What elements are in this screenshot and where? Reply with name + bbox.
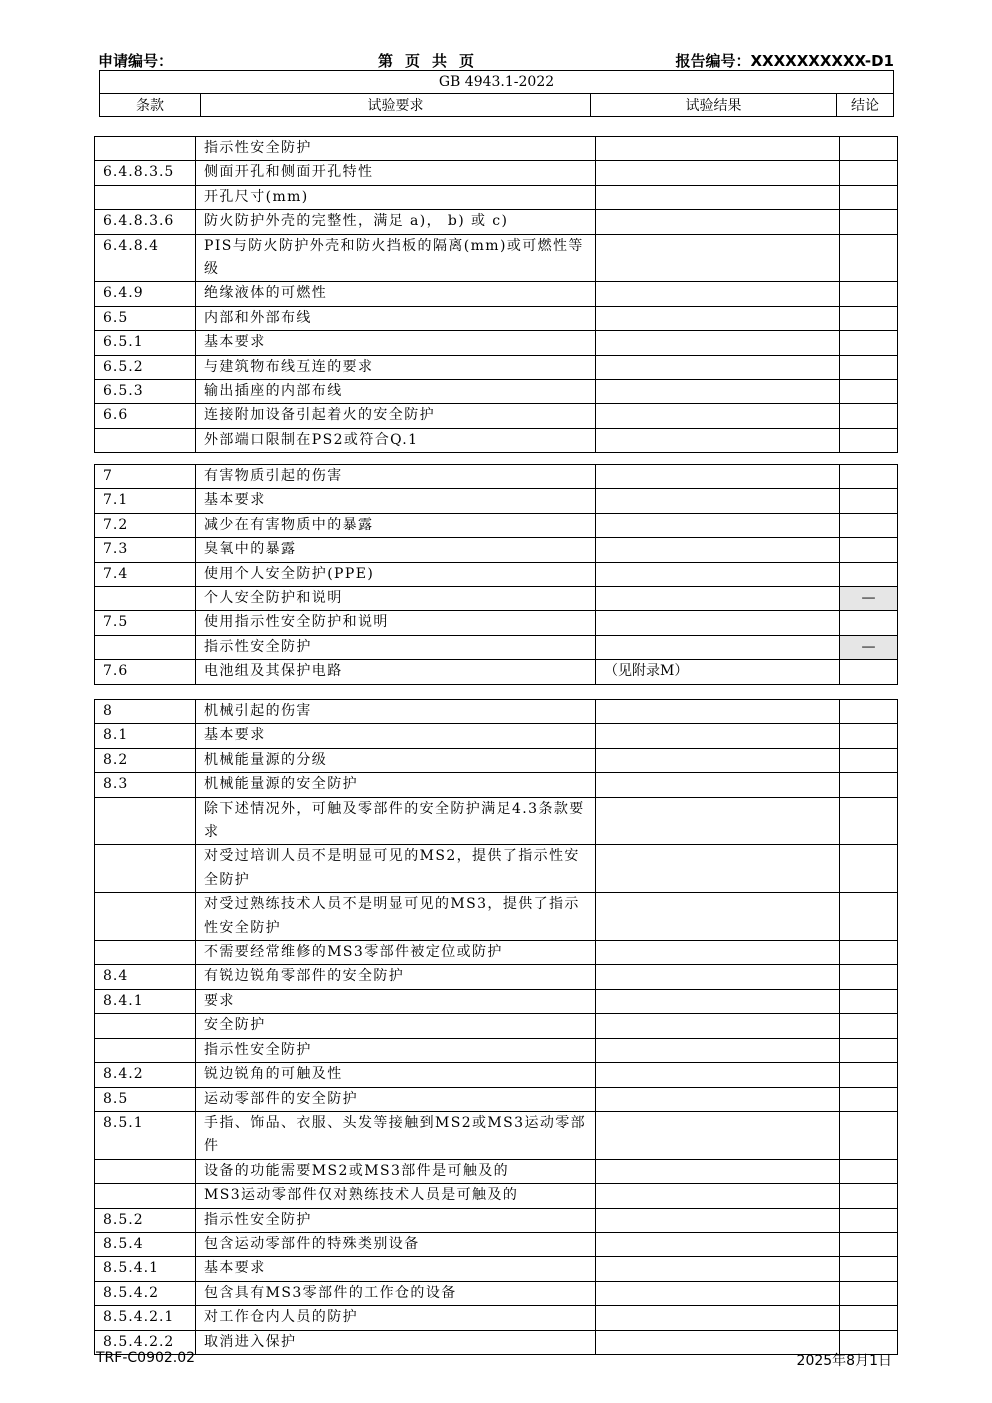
requirement-cell: 基本要求 [196, 489, 596, 513]
application-number-label: 申请编号： [98, 52, 174, 70]
verdict-cell [840, 941, 898, 965]
clause-cell: 7.6 [95, 660, 196, 684]
requirement-cell: 指示性安全防护 [196, 137, 596, 161]
verdict-cell [840, 1111, 898, 1159]
requirement-cell: 连接附加设备引起着火的安全防护 [196, 404, 596, 428]
table-row [95, 611, 898, 635]
requirement-cell: 个人安全防护和说明 [196, 587, 596, 611]
requirement-cell: 外部端口限制在PS2或符合Q.1 [196, 428, 596, 452]
requirement-cell: 使用个人安全防护(PPE) [196, 562, 596, 586]
page-info: 第页共页 [378, 52, 487, 70]
clause-cell: 7 [95, 465, 196, 489]
verdict-cell [840, 748, 898, 772]
verdict-cell [840, 1281, 898, 1305]
result-cell [596, 611, 840, 635]
clause-table-section-7 [94, 464, 898, 685]
requirement-cell: 与建筑物布线互连的要求 [196, 355, 596, 379]
table-row [95, 538, 898, 562]
result-cell [596, 465, 840, 489]
requirement-cell: 有锐边锐角零部件的安全防护 [196, 965, 596, 989]
result-cell [596, 748, 840, 772]
verdict-cell [840, 845, 898, 893]
requirement-cell: 对受过培训人员不是明显可见的MS2，提供了指示性安全防护 [196, 845, 596, 893]
clause-cell: 7.3 [95, 538, 196, 562]
table-row [95, 1208, 898, 1232]
result-cell [596, 234, 840, 282]
verdict-cell [840, 1306, 898, 1330]
verdict-cell [840, 210, 898, 234]
result-cell: （见附录M） [596, 660, 840, 684]
table-row [95, 965, 898, 989]
table-row [95, 748, 898, 772]
clause-cell [95, 1159, 196, 1183]
requirement-cell: 臭氧中的暴露 [196, 538, 596, 562]
clause-cell: 8.5.1 [95, 1111, 196, 1159]
clause-cell: 8 [95, 700, 196, 724]
requirement-cell: 基本要求 [196, 1257, 596, 1281]
column-header-clause: 条款 [100, 94, 201, 117]
table-row [95, 660, 898, 684]
clause-cell [95, 893, 196, 941]
result-cell [596, 380, 840, 404]
result-cell [596, 1208, 840, 1232]
verdict-cell [840, 404, 898, 428]
result-cell [596, 161, 840, 185]
clause-cell [95, 797, 196, 845]
table-row [95, 1014, 898, 1038]
form-code: TRF-C0902.02 [96, 1350, 196, 1366]
result-cell [596, 1111, 840, 1159]
requirement-cell: 有害物质引起的伤害 [196, 465, 596, 489]
clause-cell: 7.4 [95, 562, 196, 586]
result-cell [596, 489, 840, 513]
clause-cell: 7.5 [95, 611, 196, 635]
table-row [95, 700, 898, 724]
verdict-cell [840, 428, 898, 452]
result-cell [596, 797, 840, 845]
result-cell [596, 562, 840, 586]
requirement-cell: 包含运动零部件的特殊类别设备 [196, 1232, 596, 1256]
clause-cell [95, 185, 196, 209]
verdict-cell [840, 1232, 898, 1256]
requirement-cell: 手指、饰品、衣服、头发等接触到MS2或MS3运动零部件 [196, 1111, 596, 1159]
requirement-cell: 绝缘液体的可燃性 [196, 282, 596, 306]
table-row [95, 234, 898, 282]
clause-cell: 6.5 [95, 306, 196, 330]
result-cell [596, 1184, 840, 1208]
verdict-cell [840, 489, 898, 513]
result-cell [596, 1014, 840, 1038]
result-cell [596, 845, 840, 893]
clause-cell: 7.1 [95, 489, 196, 513]
clause-cell: 6.5.3 [95, 380, 196, 404]
table-row [95, 404, 898, 428]
clause-cell [95, 587, 196, 611]
result-cell [596, 941, 840, 965]
result-cell [596, 1063, 840, 1087]
table-row [95, 1087, 898, 1111]
clause-cell: 6.5.1 [95, 331, 196, 355]
requirement-cell: 机械能量源的分级 [196, 748, 596, 772]
requirement-cell: 减少在有害物质中的暴露 [196, 513, 596, 537]
requirement-cell: 对受过熟练技术人员不是明显可见的MS3，提供了指示性安全防护 [196, 893, 596, 941]
table-row [95, 137, 898, 161]
page-header [98, 48, 894, 70]
table-row [95, 562, 898, 586]
requirement-cell: 设备的功能需要MS2或MS3部件是可触及的 [196, 1159, 596, 1183]
verdict-cell [840, 989, 898, 1013]
verdict-cell [840, 797, 898, 845]
result-cell [596, 1087, 840, 1111]
verdict-cell [840, 355, 898, 379]
verdict-cell [840, 1257, 898, 1281]
result-cell [596, 989, 840, 1013]
requirement-cell: 机械能量源的安全防护 [196, 773, 596, 797]
table-row [95, 282, 898, 306]
table-row [95, 1159, 898, 1183]
clause-cell: 8.5.4.2.1 [95, 1306, 196, 1330]
clause-cell: 6.4.9 [95, 282, 196, 306]
table-row [95, 773, 898, 797]
verdict-cell [840, 306, 898, 330]
table-row [95, 1063, 898, 1087]
clause-cell: 6.4.8.4 [95, 234, 196, 282]
result-cell [596, 185, 840, 209]
result-cell [596, 1257, 840, 1281]
requirement-cell: 输出插座的内部布线 [196, 380, 596, 404]
verdict-cell [840, 1208, 898, 1232]
standard-title: GB 4943.1-2022 [100, 71, 894, 94]
table-row [95, 161, 898, 185]
verdict-cell: — [840, 635, 898, 659]
result-cell [596, 893, 840, 941]
clause-cell [95, 941, 196, 965]
requirement-cell: 除下述情况外，可触及零部件的安全防护满足4.3条款要求 [196, 797, 596, 845]
verdict-cell [840, 660, 898, 684]
clause-cell: 6.4.8.3.6 [95, 210, 196, 234]
verdict-cell [840, 562, 898, 586]
table-row [95, 306, 898, 330]
verdict-cell [840, 724, 898, 748]
clause-cell: 8.5 [95, 1087, 196, 1111]
clause-cell: 8.5.4.1 [95, 1257, 196, 1281]
result-cell [596, 137, 840, 161]
requirement-cell: 安全防护 [196, 1014, 596, 1038]
table-row [95, 1281, 898, 1305]
verdict-cell [840, 611, 898, 635]
requirement-cell: 机械引起的伤害 [196, 700, 596, 724]
verdict-cell [840, 234, 898, 282]
column-header-verdict: 结论 [837, 94, 894, 117]
table-row [95, 845, 898, 893]
table-row [95, 465, 898, 489]
verdict-cell [840, 893, 898, 941]
requirement-cell: 内部和外部布线 [196, 306, 596, 330]
result-cell [596, 355, 840, 379]
table-row [95, 635, 898, 659]
table-row [95, 724, 898, 748]
table-row [95, 331, 898, 355]
verdict-cell [840, 137, 898, 161]
verdict-cell [840, 513, 898, 537]
clause-cell: 8.3 [95, 773, 196, 797]
table-row [95, 185, 898, 209]
verdict-cell [840, 161, 898, 185]
result-cell [596, 331, 840, 355]
result-cell [596, 428, 840, 452]
table-row [95, 893, 898, 941]
verdict-cell [840, 1038, 898, 1062]
table-row [95, 428, 898, 452]
requirement-cell: 运动零部件的安全防护 [196, 1087, 596, 1111]
clause-cell: 6.5.2 [95, 355, 196, 379]
requirement-cell: MS3运动零部件仅对熟练技术人员是可触及的 [196, 1184, 596, 1208]
table-row [95, 489, 898, 513]
requirement-cell: 使用指示性安全防护和说明 [196, 611, 596, 635]
clause-cell: 8.5.4.2 [95, 1281, 196, 1305]
verdict-cell [840, 1184, 898, 1208]
clause-cell [95, 428, 196, 452]
result-cell [596, 773, 840, 797]
requirement-cell: 包含具有MS3零部件的工作仓的设备 [196, 1281, 596, 1305]
clause-table-section-6 [94, 136, 898, 453]
verdict-cell [840, 380, 898, 404]
verdict-cell [840, 282, 898, 306]
result-cell [596, 1232, 840, 1256]
table-row [95, 513, 898, 537]
verdict-cell [840, 1087, 898, 1111]
clause-cell: 8.1 [95, 724, 196, 748]
verdict-cell [840, 1159, 898, 1183]
clause-cell: 8.2 [95, 748, 196, 772]
table-row [95, 1038, 898, 1062]
result-cell [596, 1306, 840, 1330]
clause-cell [95, 845, 196, 893]
clause-cell: 8.5.4.2.2 [95, 1330, 196, 1354]
clause-cell: 6.6 [95, 404, 196, 428]
table-row [95, 210, 898, 234]
table-row [95, 380, 898, 404]
footer-date: 2025年8月1日 [796, 1353, 892, 1369]
clause-cell: 8.5.4 [95, 1232, 196, 1256]
result-cell [596, 1038, 840, 1062]
column-header-requirement: 试验要求 [201, 94, 591, 117]
clause-cell: 8.5.2 [95, 1208, 196, 1232]
table-row [95, 587, 898, 611]
result-cell [596, 282, 840, 306]
verdict-cell [840, 538, 898, 562]
result-cell [596, 1281, 840, 1305]
result-cell [596, 635, 840, 659]
column-header-result: 试验结果 [591, 94, 837, 117]
column-header-table [99, 70, 894, 117]
requirement-cell: 锐边锐角的可触及性 [196, 1063, 596, 1087]
table-row [95, 1184, 898, 1208]
table-row [95, 1330, 898, 1354]
table-row [95, 797, 898, 845]
result-cell [596, 700, 840, 724]
clause-cell: 8.4.2 [95, 1063, 196, 1087]
requirement-cell: 对工作仓内人员的防护 [196, 1306, 596, 1330]
verdict-cell [840, 1063, 898, 1087]
clause-cell: 6.4.8.3.5 [95, 161, 196, 185]
table-row [95, 989, 898, 1013]
verdict-cell [840, 331, 898, 355]
table-row [95, 1257, 898, 1281]
requirement-cell: 要求 [196, 989, 596, 1013]
requirement-cell: 不需要经常维修的MS3零部件被定位或防护 [196, 941, 596, 965]
verdict-cell [840, 465, 898, 489]
requirement-cell: 基本要求 [196, 724, 596, 748]
verdict-cell [840, 965, 898, 989]
result-cell [596, 306, 840, 330]
table-row [95, 1306, 898, 1330]
table-row [95, 355, 898, 379]
result-cell [596, 513, 840, 537]
verdict-cell [840, 1014, 898, 1038]
requirement-cell: 基本要求 [196, 331, 596, 355]
verdict-cell [840, 185, 898, 209]
requirement-cell: 取消进入保护 [196, 1330, 596, 1354]
requirement-cell: 开孔尺寸(mm) [196, 185, 596, 209]
clause-cell: 8.4.1 [95, 989, 196, 1013]
result-cell [596, 724, 840, 748]
table-row [95, 941, 898, 965]
requirement-cell: 指示性安全防护 [196, 635, 596, 659]
verdict-cell [840, 773, 898, 797]
clause-table-section-8 [94, 699, 898, 1355]
result-cell [596, 538, 840, 562]
result-cell [596, 965, 840, 989]
result-cell [596, 587, 840, 611]
verdict-cell [840, 700, 898, 724]
clause-cell: 8.4 [95, 965, 196, 989]
requirement-cell: 防火防护外壳的完整性，满足 a)， b) 或 c) [196, 210, 596, 234]
verdict-cell: — [840, 587, 898, 611]
clause-cell: 7.2 [95, 513, 196, 537]
clause-cell [95, 1038, 196, 1062]
result-cell [596, 210, 840, 234]
table-row [95, 1111, 898, 1159]
requirement-cell: 电池组及其保护电路 [196, 660, 596, 684]
requirement-cell: 指示性安全防护 [196, 1038, 596, 1062]
clause-cell [95, 137, 196, 161]
table-row [95, 1232, 898, 1256]
result-cell [596, 404, 840, 428]
requirement-cell: PIS与防火防护外壳和防火挡板的隔离(mm)或可燃性等级 [196, 234, 596, 282]
clause-cell [95, 635, 196, 659]
clause-cell [95, 1014, 196, 1038]
requirement-cell: 指示性安全防护 [196, 1208, 596, 1232]
result-cell [596, 1159, 840, 1183]
requirement-cell: 侧面开孔和侧面开孔特性 [196, 161, 596, 185]
clause-cell [95, 1184, 196, 1208]
report-number: 报告编号：XXXXXXXXXX-D1 [675, 52, 894, 70]
